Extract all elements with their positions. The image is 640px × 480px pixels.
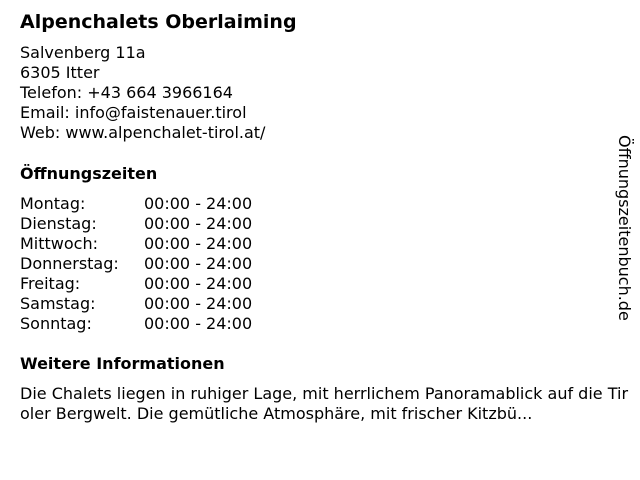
address-city: 6305 Itter xyxy=(20,63,100,82)
address-street: Salvenberg 11a xyxy=(20,43,146,62)
further-info-heading: Weitere Informationen xyxy=(20,354,225,373)
phone-number[interactable]: Telefon: +43 664 3966164 xyxy=(20,83,233,102)
time-range: 00:00 - 24:00 xyxy=(144,294,253,313)
day-label: Freitag: xyxy=(20,274,81,293)
day-label: Montag: xyxy=(20,194,86,213)
business-name: Alpenchalets Oberlaiming xyxy=(20,11,297,33)
opening-hours-heading: Öffnungszeiten xyxy=(20,164,158,183)
day-label: Samstag: xyxy=(20,294,96,313)
time-range: 00:00 - 24:00 xyxy=(144,274,253,293)
site-watermark-label: Öffnungszeitenbuch.de xyxy=(615,135,634,321)
opening-hours-list xyxy=(20,194,300,334)
hours-row-thursday xyxy=(20,254,300,274)
time-range: 00:00 - 24:00 xyxy=(144,214,253,233)
day-label: Dienstag: xyxy=(20,214,97,233)
hours-row-tuesday xyxy=(20,214,300,234)
time-range: 00:00 - 24:00 xyxy=(144,234,253,253)
time-range: 00:00 - 24:00 xyxy=(144,194,253,213)
website-url[interactable]: Web: www.alpenchalet-tirol.at/ xyxy=(20,123,266,142)
time-range: 00:00 - 24:00 xyxy=(144,254,253,273)
further-info-text: Die Chalets liegen in ruhiger Lage, mit herrlichem Panoramablick auf die Tiroler Bergwelt. Die gemütliche Atmosphäre, mit frischer Kitzbü... xyxy=(20,384,629,423)
hours-row-monday xyxy=(20,194,300,214)
hours-row-friday xyxy=(20,274,300,294)
hours-row-wednesday xyxy=(20,234,300,254)
day-label: Sonntag: xyxy=(20,314,92,333)
hours-row-sunday xyxy=(20,314,300,334)
day-label: Donnerstag: xyxy=(20,254,119,273)
time-range: 00:00 - 24:00 xyxy=(144,314,253,333)
day-label: Mittwoch: xyxy=(20,234,98,253)
hours-row-saturday xyxy=(20,294,300,314)
business-contact xyxy=(20,43,265,143)
email-address[interactable]: Email: info@faistenauer.tirol xyxy=(20,103,247,122)
